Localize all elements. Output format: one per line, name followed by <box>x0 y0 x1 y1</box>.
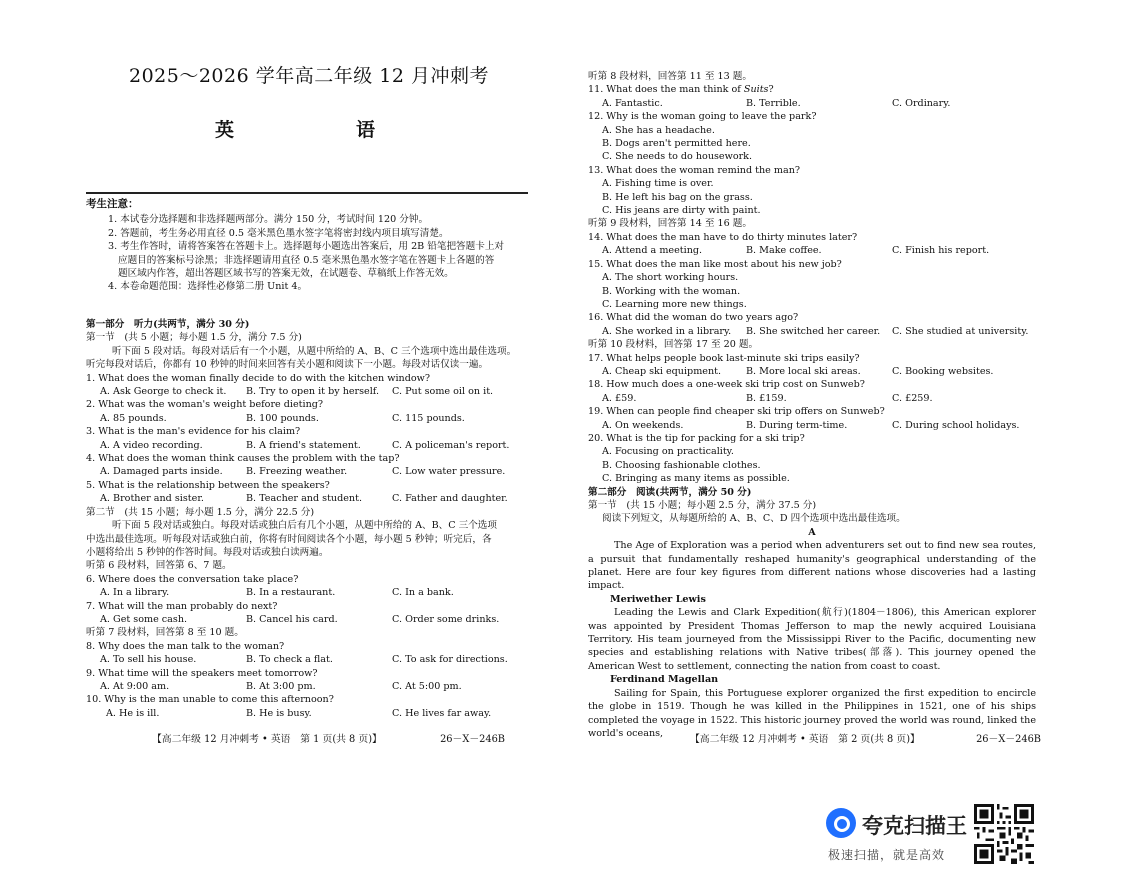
question-options <box>588 365 1036 378</box>
question <box>86 398 532 425</box>
option-b[interactable]: B. Choosing fashionable clothes. <box>602 459 761 471</box>
option-c[interactable]: C. In a bank. <box>392 587 454 599</box>
question-options <box>588 392 1036 405</box>
option-c[interactable]: C. Low water pressure. <box>392 466 506 478</box>
footer-title: 【高二年级 12 月冲刺考 • 英语 第 1 页(共 8 页)】 <box>152 734 382 745</box>
part-heading: 第一部分 听力(共两节，满分 30 分) <box>86 319 250 330</box>
option-c[interactable]: C. Order some drinks. <box>392 613 500 625</box>
question <box>588 405 1036 432</box>
question-stem: 20. What is the tip for packing for a ski trip? <box>588 432 805 444</box>
question-stem: 5. What is the relationship between the speakers? <box>86 479 330 491</box>
option-c[interactable]: C. Learning more new things. <box>602 298 747 310</box>
question-options <box>86 492 532 505</box>
question <box>588 231 1036 258</box>
material-heading: 听第 7 段材料，回答第 8 至 10 题。 <box>86 627 244 639</box>
notice-block <box>86 198 532 294</box>
passage-subheading: Ferdinand Magellan <box>610 674 719 686</box>
listening-section <box>86 318 532 720</box>
section-heading: 第一节 (共 15 小题；每小题 2.5 分，满分 37.5 分) <box>588 500 817 511</box>
option-c[interactable]: C. His jeans are dirty with paint. <box>602 205 761 217</box>
option-c[interactable]: C. Booking websites. <box>892 365 994 377</box>
question-options <box>86 680 532 693</box>
option-c[interactable]: C. She needs to do housework. <box>602 151 753 163</box>
question <box>86 452 532 479</box>
option-b[interactable]: B. Working with the woman. <box>602 285 741 297</box>
option-a[interactable]: A. Fantastic. <box>602 97 663 109</box>
option-a[interactable]: A. The short working hours. <box>602 272 739 284</box>
option-b[interactable]: B. Freezing weather. <box>246 466 348 478</box>
section-heading: 第一节 (共 5 小题；每小题 1.5 分，满分 7.5 分) <box>86 332 302 344</box>
question-stem: 4. What does the woman think causes the problem with the tap? <box>86 453 400 465</box>
show-title: Suits <box>743 84 769 96</box>
option-c[interactable]: C. £259. <box>892 392 933 404</box>
divider <box>86 192 528 194</box>
question-stem: 16. What did the woman do two years ago? <box>588 312 799 324</box>
option-c[interactable]: C. Father and daughter. <box>392 493 508 505</box>
question-stem: 3. What is the man's evidence for his claim? <box>86 426 301 438</box>
option-a[interactable]: A. Focusing on practicality. <box>602 446 734 458</box>
section-directions: 听完每段对话后，你都有 10 秒钟的时间来回答有关小题和阅读下一小题。每段对话仅读一遍。 <box>86 359 489 371</box>
footer-code: 26－X－246B <box>976 734 1042 745</box>
footer-title: 【高二年级 12 月冲刺考 • 英语 第 2 页(共 8 页)】 <box>690 734 920 745</box>
question <box>86 479 532 506</box>
option-a[interactable]: A. Brother and sister. <box>100 493 204 505</box>
section-directions: 阅读下列短文，从每题所给的 A、B、C、D 四个选项中选出最佳选项。 <box>602 513 906 525</box>
option-a[interactable]: A. A video recording. <box>100 439 203 451</box>
option-a[interactable]: A. Get some cash. <box>100 613 188 625</box>
option-b[interactable]: B. More local ski areas. <box>746 365 861 377</box>
question-options <box>588 244 1036 257</box>
option-b[interactable]: B. Cancel his card. <box>246 613 338 625</box>
passage-paragraph: Leading the Lewis and Clark Expedition(航行)(1804－1806), this American explorer was appointed by President Thomas Jefferson to map the newly acquired Louisiana Territory. His team journeyed from the Mississippi River to the Pacific, documenting new species and establishing relations with Native tribes(部落). This journey opened the American West to settlement, connecting the nation from coast to coast. <box>588 607 1036 672</box>
brand-slogan: 极速扫描，就是高效 <box>828 848 946 862</box>
question-stem: 2. What was the woman's weight before dieting? <box>86 399 324 411</box>
question-options <box>588 97 1036 110</box>
passage-subheading: Meriwether Lewis <box>610 593 706 605</box>
question <box>588 352 1036 379</box>
option-a[interactable]: A. On weekends. <box>602 419 684 431</box>
question-options <box>86 707 532 720</box>
material-heading: 听第 9 段材料，回答第 14 至 16 题。 <box>588 218 752 230</box>
question-stem: 1. What does the woman finally decide to do with the kitchen window? <box>86 372 430 384</box>
option-b[interactable]: B. Make coffee. <box>746 245 822 257</box>
question <box>86 573 532 600</box>
section-heading: 第二节 (共 15 小题；每小题 1.5 分，满分 22.5 分) <box>86 506 315 518</box>
option-c[interactable]: C. He lives far away. <box>392 707 492 719</box>
option-b[interactable]: B. A friend's statement. <box>246 439 361 451</box>
question-options <box>86 586 532 599</box>
question-options <box>86 653 532 666</box>
question-stem: 14. What does the man have to do thirty minutes later? <box>588 231 858 243</box>
scanner-watermark <box>826 806 972 862</box>
notice-heading: 考生注意： <box>86 198 139 210</box>
question-stem: 11. What does the man think of Suits? <box>588 84 774 96</box>
option-a[interactable]: A. Cheap ski equipment. <box>602 365 722 377</box>
question-stem: 8. Why does the man talk to the woman? <box>86 640 285 652</box>
option-b[interactable]: B. During term-time. <box>746 419 848 431</box>
option-c[interactable]: C. A policeman's report. <box>392 439 510 451</box>
option-b[interactable]: B. At 3:00 pm. <box>246 680 316 692</box>
notice-item: 3. 考生作答时，请将答案答在答题卡上。选择题每小题选出答案后，用 2B 铅笔把答题卡上对 <box>108 241 505 253</box>
option-a[interactable]: A. Ask George to check it. <box>100 386 227 398</box>
notice-item: 1. 本试卷分选择题和非选择题两部分。满分 150 分，考试时间 120 分钟。 <box>108 214 429 226</box>
option-b[interactable]: B. In a restaurant. <box>246 587 336 599</box>
option-c[interactable]: C. Bringing as many items as possible. <box>602 473 790 485</box>
option-c[interactable]: C. Put some oil on it. <box>392 386 494 398</box>
option-b[interactable]: B. Teacher and student. <box>246 493 363 505</box>
section-directions: 听下面 5 段对话或独白。每段对话或独白后有几个小题，从题中所给的 A、B、C 三个选项 <box>112 520 497 532</box>
question-options <box>86 465 532 478</box>
option-c[interactable]: C. Ordinary. <box>892 97 951 109</box>
question <box>86 372 532 399</box>
section-directions: 听下面 5 段对话。每段对话后有一个小题，从题中所给的 A、B、C 三个选项中选出最佳选项。 <box>112 345 517 357</box>
passage-intro: The Age of Exploration was a period when adventurers set out to find new sea routes, a pursuit that fundamentally reshaped humanity's geographical understanding of the planet. Here are four key figures from different nations whose discoveries had a lasting impact. <box>588 540 1036 592</box>
question <box>588 164 1036 218</box>
notice-item: 题区域内作答，超出答题区域书写的答案无效，在试题卷、草稿纸上作答无效。 <box>118 268 454 280</box>
option-b[interactable]: B. He is busy. <box>246 707 312 719</box>
option-a[interactable]: A. At 9:00 am. <box>100 680 170 692</box>
exam-subject: 英 语 <box>214 119 403 141</box>
option-a[interactable]: A. Fishing time is over. <box>602 178 714 190</box>
passage-paragraph: Sailing for Spain, this Portuguese explorer organized the first expedition to encircle the globe in 1519. Though he was killed in the Philippines in 1521, one of his ships completed the voyage in 1522. This historic journey proved the world was round, linked the world's oceans, <box>588 687 1036 739</box>
notice-item: 4. 本卷命题范围：选择性必修第二册 Unit 4。 <box>108 281 308 293</box>
material-heading: 听第 10 段材料，回答第 17 至 20 题。 <box>588 339 759 351</box>
question-options <box>86 613 532 626</box>
option-a[interactable]: A. He is ill. <box>106 707 160 719</box>
notice-item: 应题目的答案标号涂黑；非选择题请用直径 0.5 毫米黑色墨水签字笔在答题卡上各题的答 <box>118 254 495 266</box>
option-c[interactable]: C. At 5:00 pm. <box>392 680 462 692</box>
question <box>86 640 532 667</box>
question-stem: 12. Why is the woman going to leave the park? <box>588 111 817 123</box>
question <box>588 258 1036 312</box>
qr-code-icon <box>974 804 1034 864</box>
question <box>588 110 1036 164</box>
question-stem: 19. When can people find cheaper ski trip offers on Sunweb? <box>588 406 885 418</box>
question-stem: 13. What does the woman remind the man? <box>588 164 801 176</box>
question-stem: 9. What time will the speakers meet tomorrow? <box>86 667 318 679</box>
option-b[interactable]: B. Dogs aren't permitted here. <box>602 138 751 150</box>
material-heading: 听第 8 段材料，回答第 11 至 13 题。 <box>588 71 752 82</box>
option-a[interactable]: A. £59. <box>602 392 637 404</box>
question-options <box>86 439 532 452</box>
option-c[interactable]: C. She studied at university. <box>892 325 1029 337</box>
question <box>86 693 532 720</box>
question <box>86 600 532 627</box>
brand-name: 夸克扫描王 <box>862 814 967 838</box>
question <box>588 83 1036 110</box>
notice-item: 2. 答题前，考生务必用直径 0.5 毫米黑色墨水签字笔将密封线内项目填写清楚。 <box>108 227 449 239</box>
question-options <box>86 412 532 425</box>
option-a[interactable]: A. She has a headache. <box>602 124 715 136</box>
question-stem: 18. How much does a one-week ski trip cost on Sunweb? <box>588 379 865 391</box>
question-options <box>588 419 1036 432</box>
option-b[interactable]: B. Terrible. <box>746 97 801 109</box>
footer-code: 26－X－246B <box>440 734 506 745</box>
section-directions: 中选出最佳选项。听每段对话或独白前，你将有时间阅读各个小题，每小题 5 秒钟；听完后，各 <box>86 533 492 545</box>
option-b[interactable]: B. To check a flat. <box>246 654 333 666</box>
question-options <box>588 325 1036 338</box>
part-heading: 第二部分 阅读(共两节，满分 50 分) <box>588 486 752 498</box>
option-c[interactable]: C. Finish his report. <box>892 245 990 257</box>
option-a[interactable]: A. In a library. <box>100 587 170 599</box>
question-options <box>86 385 532 398</box>
question <box>588 378 1036 405</box>
question-stem: 7. What will the man probably do next? <box>86 600 278 612</box>
option-c[interactable]: C. 115 pounds. <box>392 412 465 424</box>
quark-logo-icon <box>826 808 856 838</box>
option-b[interactable]: B. £159. <box>746 392 787 404</box>
question <box>588 311 1036 338</box>
option-a[interactable]: A. To sell his house. <box>100 654 197 666</box>
question <box>86 667 532 694</box>
option-a[interactable]: A. Damaged parts inside. <box>100 466 223 478</box>
question <box>86 425 532 452</box>
page-footer-right <box>690 731 1041 745</box>
material-heading: 听第 6 段材料，回答第 6、7 题。 <box>86 560 232 572</box>
option-b[interactable]: B. Try to open it by herself. <box>246 386 380 398</box>
option-b[interactable]: B. 100 pounds. <box>246 412 319 424</box>
option-a[interactable]: A. Attend a meeting. <box>602 245 703 257</box>
passage-label: A <box>808 526 816 538</box>
option-b[interactable]: B. He left his bag on the grass. <box>602 191 753 203</box>
page-right <box>588 70 1036 740</box>
page-footer-left <box>152 731 505 745</box>
option-a[interactable]: A. She worked in a library. <box>602 325 732 337</box>
question-stem: 10. Why is the man unable to come this afternoon? <box>86 694 334 706</box>
option-b[interactable]: B. She switched her career. <box>746 325 881 337</box>
question-stem: 15. What does the man like most about his new job? <box>588 258 842 270</box>
option-c[interactable]: C. During school holidays. <box>892 419 1020 431</box>
question-stem: 6. Where does the conversation take place? <box>86 573 299 585</box>
question <box>588 432 1036 486</box>
section-directions: 小题将给出 5 秒钟的作答时间。每段对话或独白读两遍。 <box>86 546 329 558</box>
exam-title: 2025～2026 学年高二年级 12 月冲刺考 <box>128 65 489 87</box>
question-stem: 17. What helps people book last-minute ski trips easily? <box>588 352 860 364</box>
option-c[interactable]: C. To ask for directions. <box>392 654 508 666</box>
option-a[interactable]: A. 85 pounds. <box>100 412 167 424</box>
